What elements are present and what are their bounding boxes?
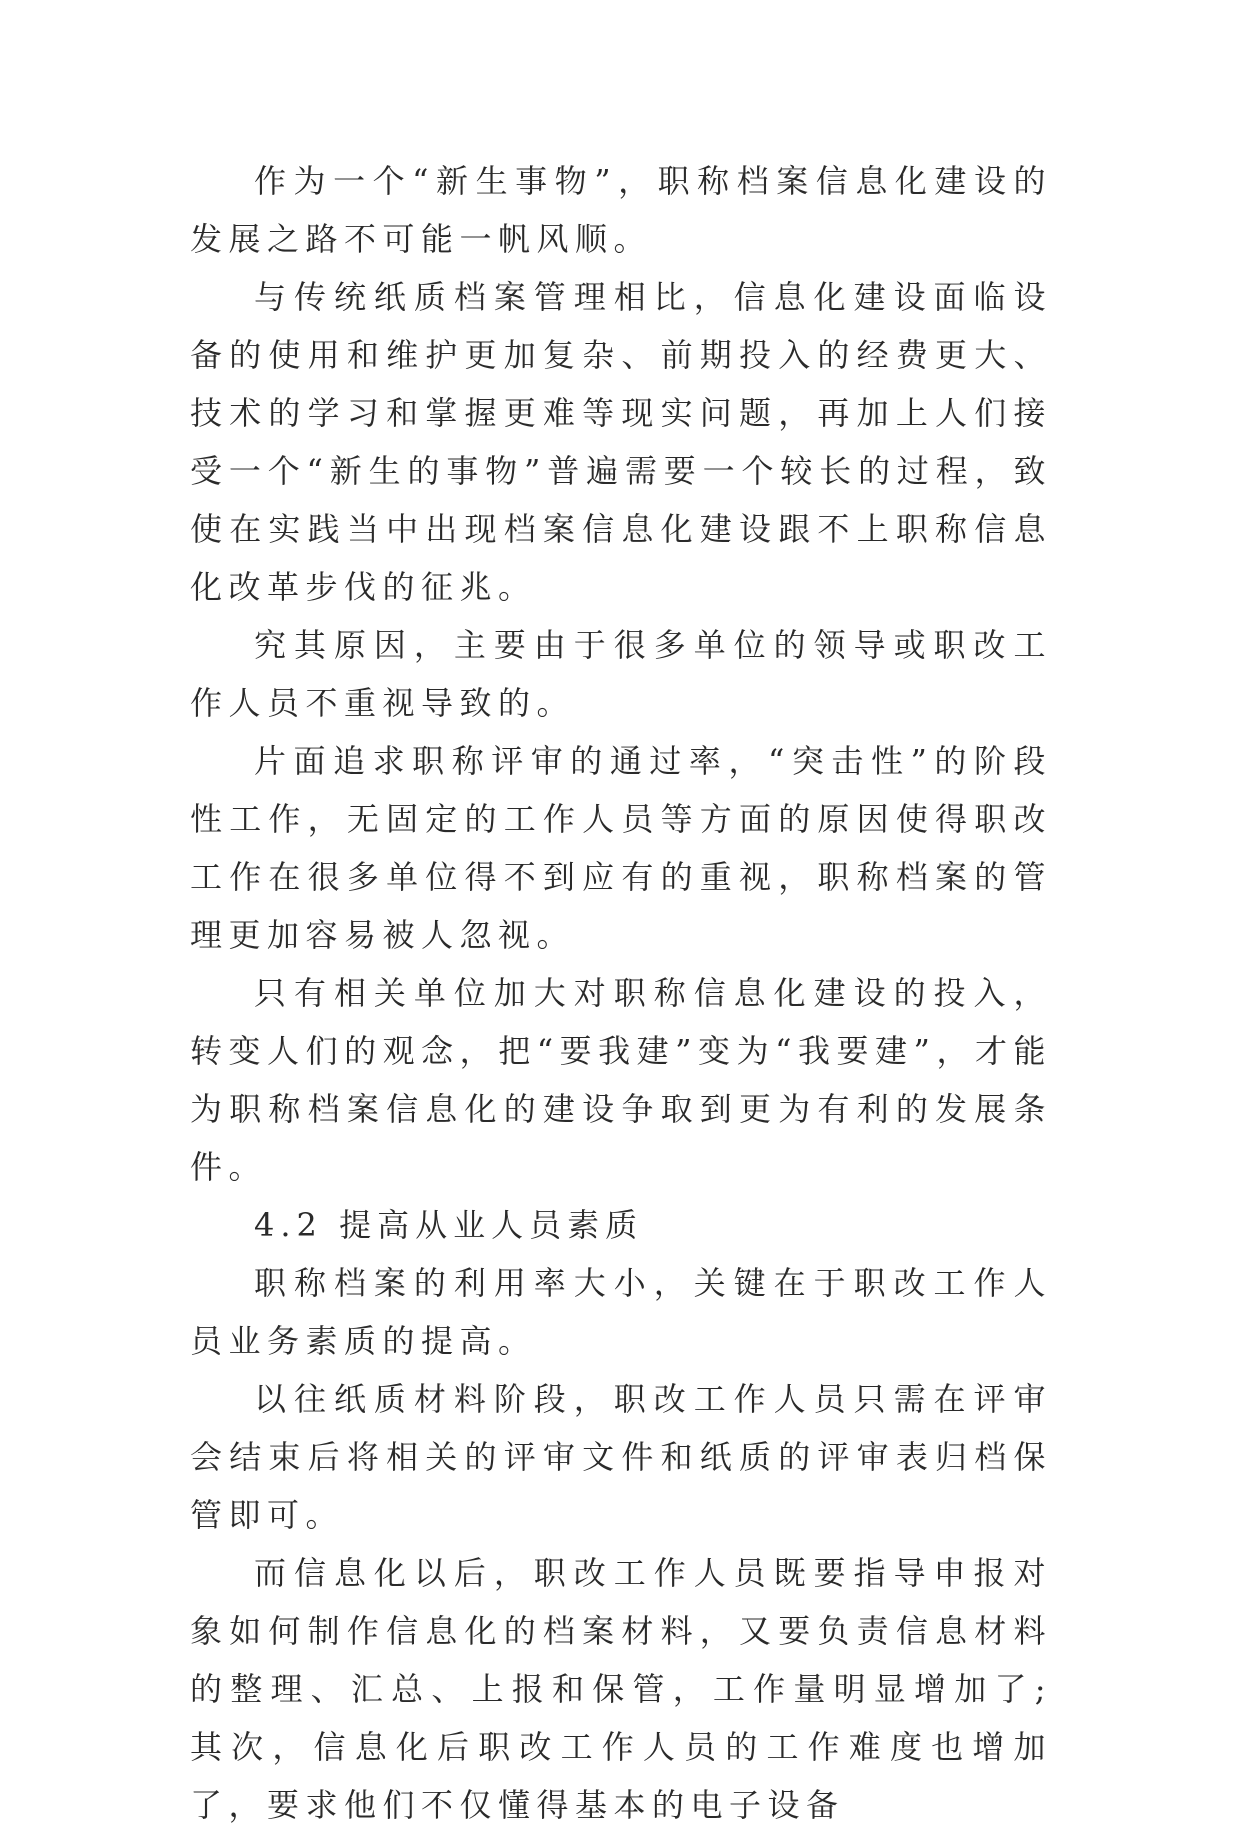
paragraph-2: 与传统纸质档案管理相比，信息化建设面临设备的使用和维护更加复杂、前期投入的经费更大、技术的学习和掌握更难等现实问题，再加上人们接受一个“新生的事物”普遍需要一个较长的过程，致使在实践当中出现档案信息化建设跟不上职称信息化改革步伐的征兆。 bbox=[190, 278, 1052, 606]
paragraph-6: 职称档案的利用率大小，关键在于职改工作人员业务素质的提高。 bbox=[190, 1264, 1052, 1360]
paragraph-5: 只有相关单位加大对职称信息化建设的投入，转变人们的观念，把“要我建”变为“我要建”，才能为职称档案信息化的建设争取到更为有利的发展条件。 bbox=[190, 974, 1052, 1186]
document-body bbox=[190, 152, 1052, 1834]
paragraph-8: 而信息化以后，职改工作人员既要指导申报对象如何制作信息化的档案材料，又要负责信息材料的整理、汇总、上报和保管，工作量明显增加了;其次，信息化后职改工作人员的工作难度也增加了，要求他们不仅懂得基本的电子设备 bbox=[190, 1554, 1052, 1824]
paragraph-3: 究其原因，主要由于很多单位的领导或职改工作人员不重视导致的。 bbox=[190, 626, 1052, 722]
section-heading: 4.2 提高从业人员素质 bbox=[254, 1206, 644, 1244]
paragraph-4: 片面追求职称评审的通过率，“突击性”的阶段性工作，无固定的工作人员等方面的原因使得职改工作在很多单位得不到应有的重视，职称档案的管理更加容易被人忽视。 bbox=[190, 742, 1052, 954]
paragraph-1: 作为一个“新生事物”，职称档案信息化建设的发展之路不可能一帆风顺。 bbox=[190, 162, 1052, 258]
paragraph-7: 以往纸质材料阶段，职改工作人员只需在评审会结束后将相关的评审文件和纸质的评审表归档保管即可。 bbox=[190, 1380, 1052, 1534]
